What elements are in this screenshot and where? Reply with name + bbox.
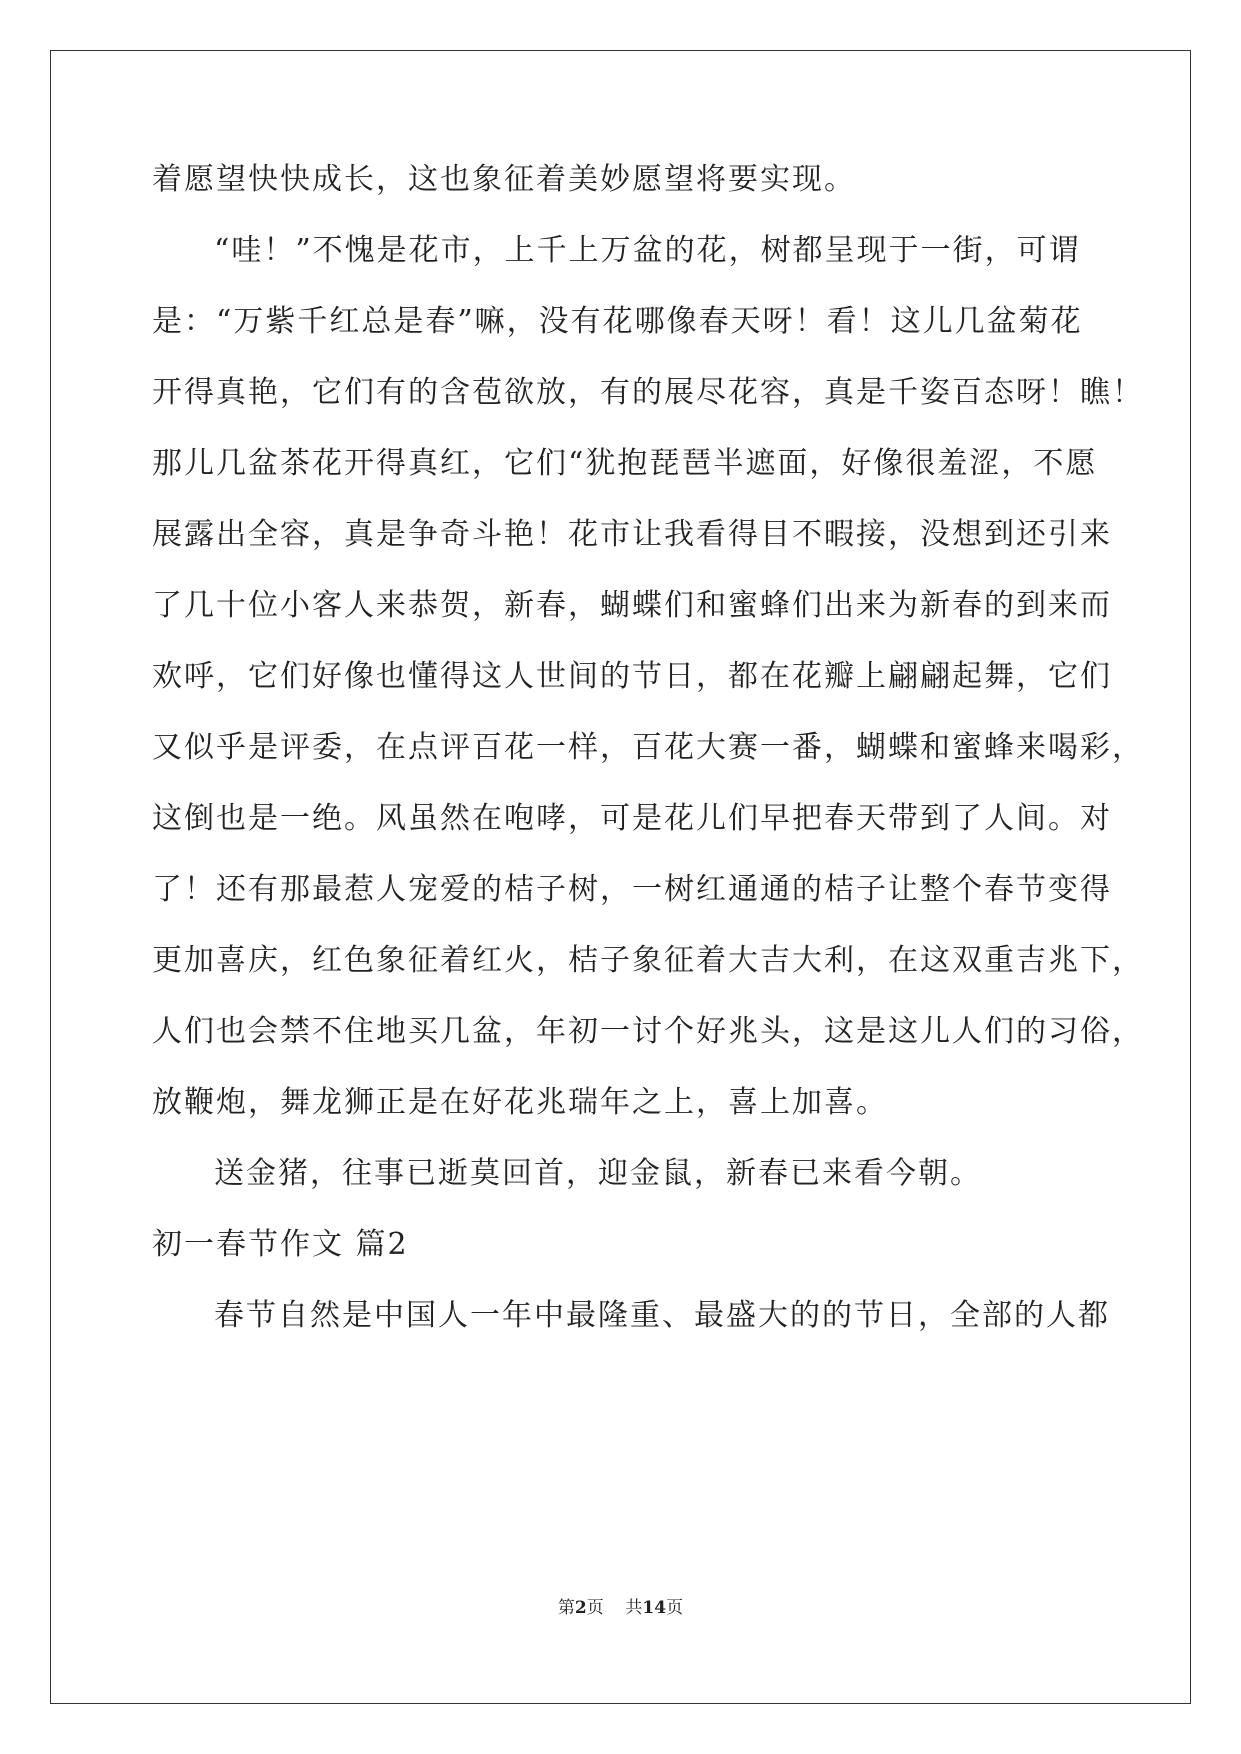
text-line: 放鞭炮，舞龙狮正是在好花兆瑞年之上，喜上加喜。: [152, 1085, 888, 1120]
text-line: 是：“万紫千红总是春”嘛，没有花哪像春天呀！看！这儿几盆菊花: [152, 304, 1083, 339]
total-suffix: 页: [666, 1598, 684, 1618]
text-line: 更加喜庆，红色象征着红火，桔子象征着大吉大利，在这双重吉兆下，: [152, 943, 1144, 978]
total-pages: 14: [642, 1598, 667, 1618]
text-line: 这倒也是一绝。风虽然在咆哮，可是花儿们早把春天带到了人间。对: [152, 801, 1112, 836]
text-line: 那儿几盆茶花开得真红，它们“犹抱琵琶半遮面，好像很羞涩，不愿: [152, 446, 1098, 481]
text-line: 着愿望快快成长，这也象征着美妙愿望将要实现。: [152, 162, 856, 197]
text-line: 开得真艳，它们有的含苞欲放，有的展尽花容，真是千姿百态呀！瞧！: [152, 375, 1144, 410]
text-line: 又似乎是评委，在点评百花一样，百花大赛一番，蝴蝶和蜜蜂来喝彩，: [152, 730, 1144, 765]
page-number: 2: [574, 1598, 587, 1618]
text-line: 展露出全容，真是争奇斗艳！花市让我看得目不暇接，没想到还引来: [152, 517, 1112, 552]
text-line: 了几十位小客人来恭贺，新春，蝴蝶们和蜜蜂们出来为新春的到来而: [152, 588, 1112, 623]
page-prefix: 第: [557, 1598, 575, 1618]
paragraph-start-line: 送金猪，往事已逝莫回首，迎金鼠，新春已来看今朝。: [214, 1156, 982, 1191]
page-suffix: 页: [586, 1598, 604, 1618]
text-line: 人们也会禁不住地买几盆，年初一讨个好兆头，这是这儿人们的习俗，: [152, 1014, 1144, 1049]
text-line: 欢呼，它们好像也懂得这人世间的节日，都在花瓣上翩翩起舞，它们: [152, 659, 1112, 694]
total-prefix: 共: [625, 1598, 643, 1618]
paragraph-start-line: “哇！”不愧是花市，上千上万盆的花，树都呈现于一街，可谓: [214, 233, 1081, 268]
section-heading: 初一春节作文 篇2: [152, 1227, 409, 1262]
page-footer: [0, 1597, 1241, 1619]
text-line: 了！还有那最惹人宠爱的桔子树，一树红通通的桔子让整个春节变得: [152, 872, 1112, 907]
paragraph-start-line: 春节自然是中国人一年中最隆重、最盛大的的节日，全部的人都: [214, 1298, 1110, 1333]
